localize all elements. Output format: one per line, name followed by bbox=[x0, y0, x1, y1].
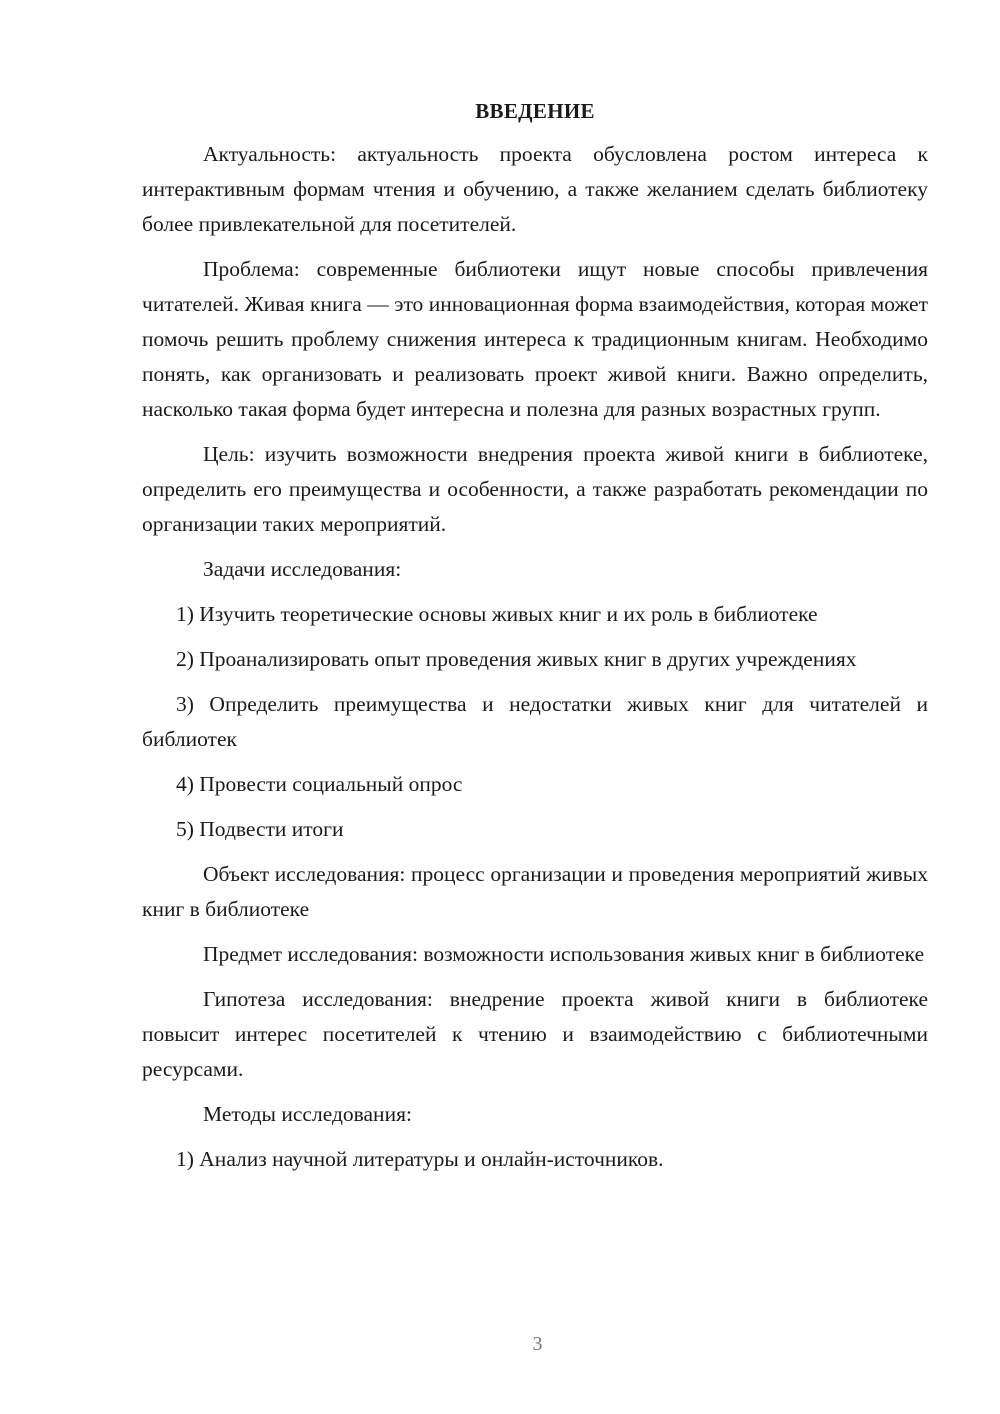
task-item-3: 3) Определить преимущества и недостатки живых книг для читателей и библиотек bbox=[142, 692, 928, 751]
hypothesis-paragraph: Гипотеза исследования: внедрение проекта живой книги в библиотеке повысит интерес посетителей к чтению и взаимодействию с библиотечными ресурсами. bbox=[142, 987, 928, 1081]
subject-paragraph: Предмет исследования: возможности использования живых книг в библиотеке bbox=[203, 942, 925, 966]
task-item-2: 2) Проанализировать опыт проведения живых книг в других учреждениях bbox=[176, 647, 857, 671]
method-item-1: 1) Анализ научной литературы и онлайн-источников. bbox=[176, 1147, 664, 1171]
task-item-5: 5) Подвести итоги bbox=[176, 817, 344, 841]
page-number: 3 bbox=[532, 1333, 543, 1355]
goal-paragraph: Цель: изучить возможности внедрения проекта живой книги в библиотеке, определить его преимущества и особенности, а также разработать рекомендации по организации таких мероприятий. bbox=[142, 442, 928, 536]
relevance-paragraph: Актуальность: актуальность проекта обусловлена ростом интереса к интерактивным формам чтения и обучению, а также желанием сделать библиотеку более привлекательной для посетителей. bbox=[142, 142, 928, 236]
task-item-4: 4) Провести социальный опрос bbox=[176, 772, 463, 796]
methods-title: Методы исследования: bbox=[203, 1102, 412, 1126]
page-title: ВВЕДЕНИЕ bbox=[475, 99, 595, 123]
document-page bbox=[142, 94, 928, 1177]
problem-paragraph: Проблема: современные библиотеки ищут новые способы привлечения читателей. Живая книга — это инновационная форма взаимодействия, которая может помочь решить проблему снижения интереса к традиционным книгам. Необходимо понять, как организовать и реализовать проект живой книги. Важно определить, насколько такая форма будет интересна и полезна для разных возрастных групп. bbox=[142, 257, 928, 421]
tasks-title: Задачи исследования: bbox=[203, 557, 402, 581]
task-item-1: 1) Изучить теоретические основы живых книг и их роль в библиотеке bbox=[176, 602, 818, 626]
object-paragraph: Объект исследования: процесс организации и проведения мероприятий живых книг в библиотеке bbox=[142, 862, 928, 921]
